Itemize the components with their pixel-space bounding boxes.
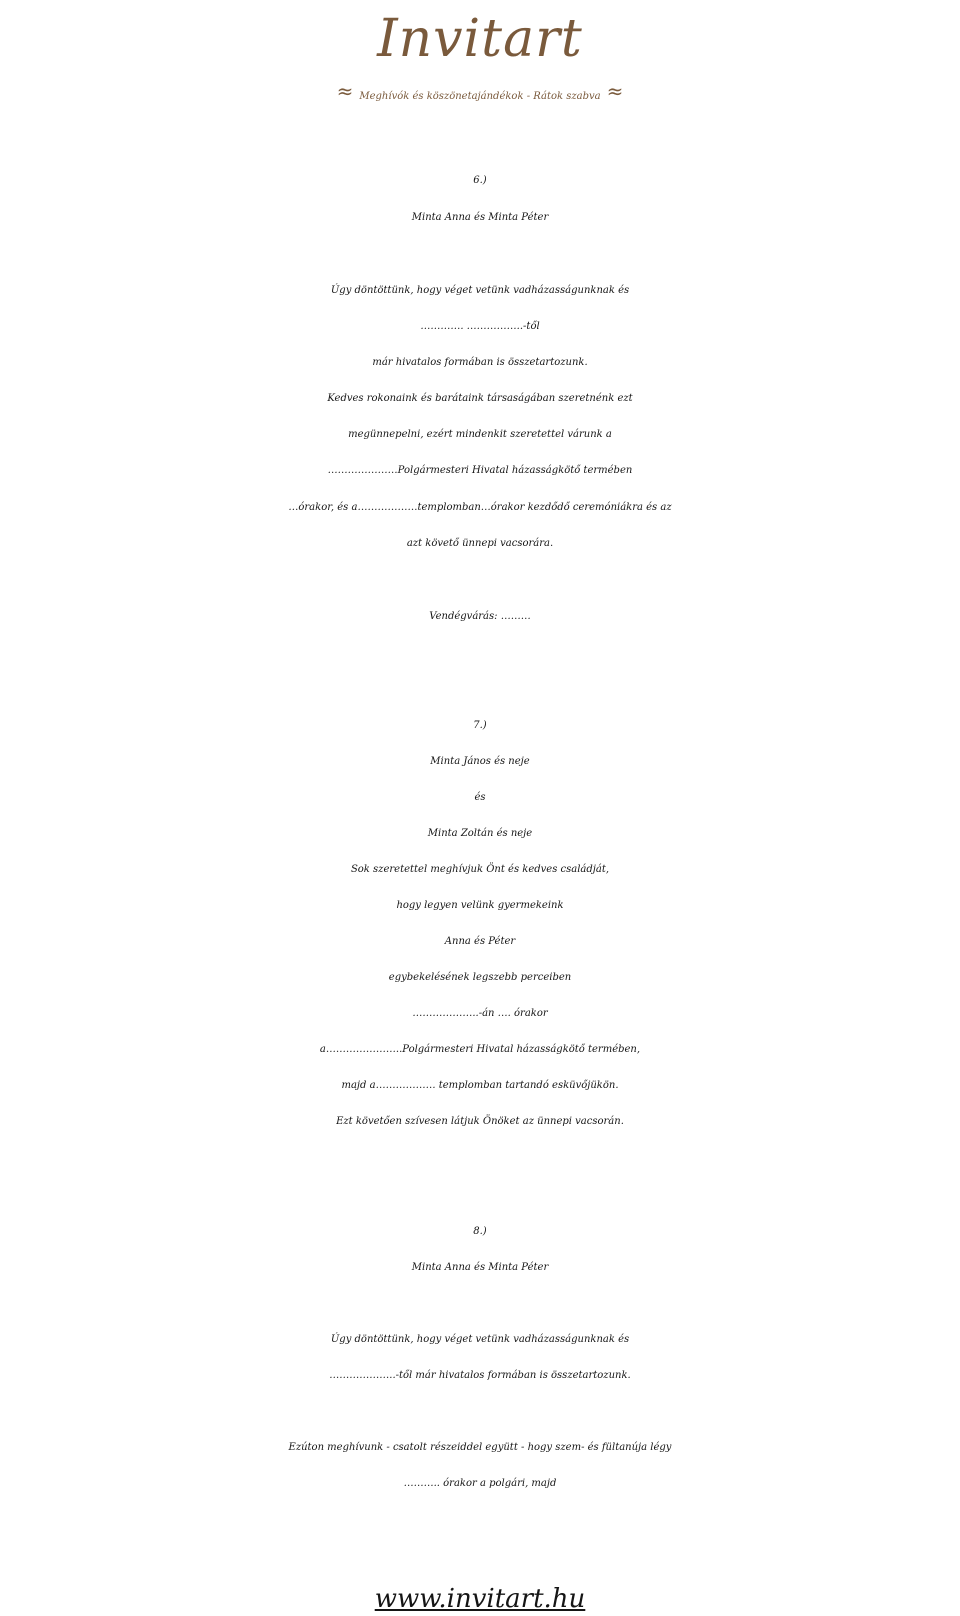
section-7-line: a…………………..Polgármesteri Hivatal házasságkötő termében, xyxy=(319,1044,641,1055)
section-7-line: Anna és Péter xyxy=(444,936,516,947)
section-7-line: Minta Zoltán és neje xyxy=(427,828,533,839)
left-swirl-ornament-icon: ≈ xyxy=(336,79,354,103)
section-7-line: ………………..-án …. órakor xyxy=(412,1008,548,1019)
section-8-number: 8.) xyxy=(473,1226,487,1237)
section-7-line: Sok szeretettel meghívjuk Önt és kedves családját, xyxy=(350,864,610,875)
section-6-couple-names: Minta Anna és Minta Péter xyxy=(411,212,549,223)
section-6-guest-arrival: Vendégvárás: ……… xyxy=(429,611,531,622)
website-footer: www.invitart.hu xyxy=(374,1584,586,1614)
section-6-line: …órakor, és a………………templomban…órakor kezdődő ceremóniákra és az xyxy=(288,502,672,513)
section-7-line: Minta János és neje xyxy=(430,756,530,767)
section-8-line: Ezúton meghívunk - csatolt részeiddel együtt - hogy szem- és fültanúja légy xyxy=(288,1442,672,1453)
section-7-line: majd a……………… templomban tartandó esküvőjükön. xyxy=(341,1080,619,1091)
section-6-line: …………………Polgármesteri Hivatal házasságkötő termében xyxy=(327,465,633,476)
section-6-line: Kedves rokonaink és barátaink társaságában szeretnénk ezt xyxy=(327,393,633,404)
tagline-text: Meghívók és köszönetajándékok - Rátok szabva xyxy=(359,91,601,102)
section-6-line: megünnepelni, ezért mindenkit szeretettel várunk a xyxy=(348,429,612,440)
section-7-line: egybekelésének legszebb perceiben xyxy=(388,972,572,983)
section-6-line: …………. ……………..-től xyxy=(420,321,540,332)
section-6-line: azt követő ünnepi vacsorára. xyxy=(406,538,554,549)
section-8-line: ………………..-től már hivatalos formában is összetartozunk. xyxy=(329,1370,631,1381)
section-7-line: Ezt követően szívesen látjuk Önöket az ünnepi vacsorán. xyxy=(336,1116,624,1127)
tagline xyxy=(0,76,960,112)
section-7-line: és xyxy=(474,792,486,803)
section-7-line: hogy legyen velünk gyermekeink xyxy=(396,900,564,911)
invitart-logo: Invitart xyxy=(377,9,583,69)
page-header xyxy=(0,0,960,120)
section-8-couple-names: Minta Anna és Minta Péter xyxy=(411,1262,549,1273)
section-6-number: 6.) xyxy=(473,175,487,186)
section-8-line: ……….. órakor a polgári, majd xyxy=(403,1478,557,1489)
section-6-line: már hivatalos formában is összetartozunk. xyxy=(372,357,588,368)
section-8-line: Úgy döntöttünk, hogy véget vetünk vadházasságunknak és xyxy=(330,1334,630,1345)
section-7-number: 7.) xyxy=(473,720,487,731)
section-6-line: Úgy döntöttünk, hogy véget vetünk vadházasságunknak és xyxy=(330,285,630,296)
right-swirl-ornament-icon: ≈ xyxy=(606,79,624,103)
